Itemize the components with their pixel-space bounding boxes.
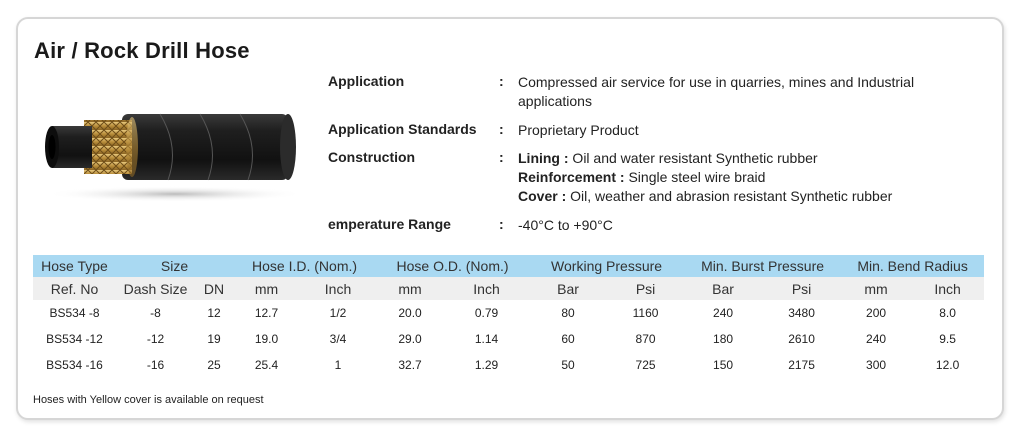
table-cell: 2175 xyxy=(788,358,815,372)
construction-lining: Lining : Oil and water resistant Synthetic rubber xyxy=(518,150,818,166)
table-cell: 12.0 xyxy=(935,358,960,372)
table-cell: 19.0 xyxy=(254,332,279,346)
table-cell: -8 xyxy=(150,306,161,320)
table-cell: 20.0 xyxy=(398,306,422,320)
table-cell: 29.0 xyxy=(398,332,422,346)
table-cell: 50 xyxy=(561,358,575,372)
header-cell: Hose Type xyxy=(33,255,116,277)
table-group-header xyxy=(33,255,984,277)
subheader-cell: Dash Size xyxy=(116,277,195,300)
table-cell: 180 xyxy=(713,332,734,346)
table-cell: 870 xyxy=(635,332,656,346)
table-cell: 25 xyxy=(207,358,221,372)
construction-cover: Cover : Oil, weather and abrasion resistant Synthetic rubber xyxy=(518,188,893,204)
table-cell: 60 xyxy=(561,332,575,346)
table-cell: 19 xyxy=(207,332,221,346)
hose-spec-table xyxy=(33,255,984,378)
table-cell: 1.29 xyxy=(474,358,499,372)
page-title: Air / Rock Drill Hose xyxy=(34,38,250,63)
header-cell: Size xyxy=(116,255,233,277)
table-sub-header xyxy=(33,277,984,300)
table-cell: 300 xyxy=(866,358,887,372)
subheader-cell: mm xyxy=(841,277,911,300)
subheader-cell: Ref. No xyxy=(33,277,116,300)
table-cell: 725 xyxy=(635,358,656,372)
table-cell: 1/2 xyxy=(329,306,347,320)
table-row xyxy=(33,326,984,352)
table-cell: -12 xyxy=(146,332,165,346)
subheader-cell: Psi xyxy=(762,277,841,300)
table-cell: 12.7 xyxy=(254,306,279,320)
table-cell: 1.14 xyxy=(474,332,499,346)
table-cell: 32.7 xyxy=(398,358,422,372)
spec-colon: : xyxy=(499,121,504,137)
table-cell: 150 xyxy=(713,358,734,372)
table-cell: 3480 xyxy=(788,306,815,320)
table-cell: 240 xyxy=(713,306,734,320)
spec-label: Construction xyxy=(328,149,416,165)
table-cell: 1160 xyxy=(632,306,659,320)
construction-reinforcement: Reinforcement : Single steel wire braid xyxy=(518,169,766,185)
table-row xyxy=(33,300,984,326)
spec-value xyxy=(518,149,948,206)
table-cell: 25.4 xyxy=(254,358,279,372)
subheader-cell: Bar xyxy=(684,277,762,300)
braided-hydraulic-hose-icon xyxy=(40,98,302,208)
table-cell: BS534 -16 xyxy=(46,358,103,372)
subheader-cell: Inch xyxy=(911,277,984,300)
spec-label: emperature Range xyxy=(328,216,451,232)
spec-colon: : xyxy=(499,73,504,89)
header-cell: Hose O.D. (Nom.) xyxy=(376,255,529,277)
table-row xyxy=(33,352,984,378)
table-cell: 0.79 xyxy=(474,306,499,320)
subheader-cell: Psi xyxy=(607,277,684,300)
spec-label: Application Standards xyxy=(328,121,477,137)
table-cell: 1 xyxy=(334,358,342,372)
header-cell: Min. Burst Pressure xyxy=(684,255,841,277)
header-cell: Min. Bend Radius xyxy=(841,255,984,277)
spec-label: Application xyxy=(328,73,405,89)
table-cell: 9.5 xyxy=(939,332,956,346)
spec-value: Proprietary Product xyxy=(518,122,639,138)
subheader-cell: mm xyxy=(376,277,444,300)
subheader-cell: Bar xyxy=(529,277,607,300)
subheader-cell: Inch xyxy=(300,277,376,300)
spec-value: -40°C to +90°C xyxy=(518,217,613,233)
table-cell: -16 xyxy=(146,358,165,372)
spec-colon: : xyxy=(499,149,504,165)
table-cell: BS534 -8 xyxy=(49,306,100,320)
subheader-cell: Inch xyxy=(444,277,529,300)
spec-value: Compressed air service for use in quarries, mines and Industrial applications xyxy=(518,74,915,109)
table-cell: 3/4 xyxy=(329,332,347,346)
table-cell: 8.0 xyxy=(939,306,956,320)
table-cell: 200 xyxy=(866,306,887,320)
table-cell: 80 xyxy=(561,306,575,320)
footnote: Hoses with Yellow cover is available on request xyxy=(33,394,264,406)
table-cell: 2610 xyxy=(788,332,815,346)
subheader-cell: mm xyxy=(233,277,300,300)
spec-colon: : xyxy=(499,216,504,232)
subheader-cell: DN xyxy=(195,277,233,300)
table-cell: 12 xyxy=(207,306,221,320)
header-cell: Hose I.D. (Nom.) xyxy=(233,255,376,277)
table-cell: BS534 -12 xyxy=(46,332,103,346)
header-cell: Working Pressure xyxy=(529,255,684,277)
table-cell: 240 xyxy=(866,332,887,346)
